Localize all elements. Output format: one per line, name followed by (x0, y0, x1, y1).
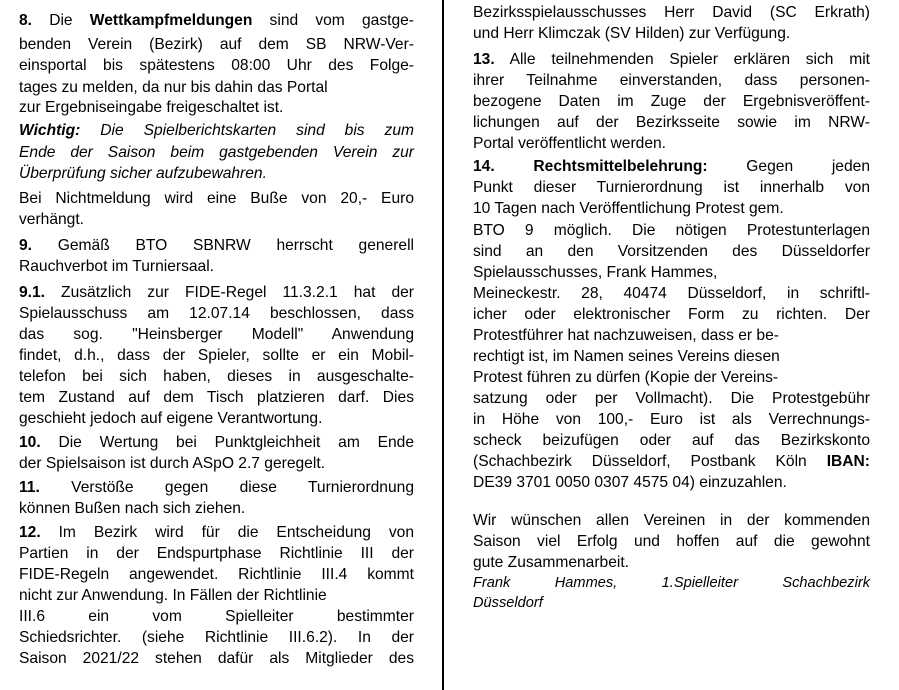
text-line (19, 164, 267, 184)
text-segment: Wir wünschen allen Vereinen in der kommenden (473, 512, 870, 529)
text-line (19, 283, 414, 303)
text-line (19, 433, 414, 453)
text-segment: 14. (473, 158, 495, 175)
text-line (19, 143, 414, 163)
text-line (19, 35, 414, 55)
text-line (19, 11, 414, 31)
text-line (19, 523, 414, 543)
text-line (19, 121, 414, 141)
text-segment: Protestführer hat nachzuweisen, dass er be- (473, 327, 779, 344)
text-line (19, 78, 328, 98)
text-segment: Saison viel Erfolg und hoffen auf die gewohnt (473, 533, 870, 550)
text-segment: das sog. "Heinsberger Modell" Anwendung (19, 326, 414, 343)
text-segment: zur Ergebniseingabe freigeschaltet ist. (19, 99, 284, 116)
text-segment: 13. (473, 51, 495, 68)
text-segment: einsportal bis spätestens 08:00 Uhr des Folge- (19, 57, 414, 74)
text-segment: Rechtsmittelbelehrung: (533, 158, 708, 175)
text-line (473, 24, 790, 44)
text-line (19, 56, 414, 76)
text-segment: Protest führen zu dürfen (Kopie der Vereins- (473, 369, 779, 386)
text-line (19, 325, 414, 345)
text-segment: IBAN: (826, 453, 870, 470)
text-line (473, 347, 780, 367)
text-segment: in Höhe von 100,- Euro ist als Verrechnungs- (473, 411, 870, 428)
text-segment: Spielausschuss am 12.07.14 beschlossen, dass (19, 305, 414, 322)
text-segment (495, 158, 534, 175)
text-line (473, 511, 870, 531)
text-segment: der Spielsaison ist durch ASpO 2.7 geregelt. (19, 455, 325, 472)
text-segment: 9. (19, 237, 33, 254)
text-segment: Verstöße gegen diese Turnierordnung (39, 479, 414, 496)
text-line (473, 326, 779, 346)
text-line (473, 452, 870, 472)
text-segment: 10 Tagen nach Veröffentlichung Protest gem. (473, 200, 784, 217)
text-segment: Wettkampfmeldungen (89, 12, 253, 29)
text-segment: lichungen auf der Bezirksseite sowie im NRW- (473, 114, 870, 131)
text-line (19, 544, 414, 564)
text-line (473, 199, 784, 219)
text-segment: Bezirksspielausschusses Herr David (SC Erkrath) (473, 4, 870, 21)
text-segment: III.6 ein vom Spielleiter bestimmter (19, 608, 414, 625)
text-line (19, 628, 414, 648)
text-segment: sind vom gastge- (252, 12, 414, 29)
text-segment: scheck beizufügen oder auf das Bezirkskonto (473, 432, 870, 449)
text-line (473, 594, 543, 614)
text-segment: DE39 3701 0050 0307 4575 04) einzuzahlen. (473, 474, 787, 491)
text-segment: Die Spielberichtskarten sind bis zum (80, 122, 414, 139)
text-segment: (Schachbezirk Düsseldorf, Postbank Köln (473, 453, 827, 470)
text-line (473, 157, 870, 177)
text-line (473, 473, 787, 493)
text-line (473, 553, 629, 573)
text-line (473, 71, 870, 91)
text-line (473, 92, 870, 112)
text-segment: BTO 9 möglich. Die nötigen Protestunterlagen (473, 222, 870, 239)
text-line (19, 189, 414, 209)
text-segment: geschieht jedoch auf eigene Verantwortung. (19, 410, 323, 427)
text-segment: Spielausschusses, Frank Hammes, (473, 264, 718, 281)
text-line (473, 134, 666, 154)
text-line (19, 210, 84, 230)
text-segment: Portal veröffentlicht werden. (473, 135, 667, 152)
text-line (19, 649, 414, 669)
text-segment: tages zu melden, da nur bis dahin das Portal (19, 79, 328, 96)
text-line (19, 236, 414, 256)
text-segment: Überprüfung sicher aufzubewahren. (19, 165, 267, 182)
text-line (19, 478, 414, 498)
text-segment: Im Bezirk wird für die Entscheidung von (40, 524, 414, 541)
text-segment: icher oder elektronischer Form zu richten. Der (473, 306, 870, 323)
text-segment: können Bußen nach sich ziehen. (19, 500, 246, 517)
text-segment: und Herr Klimczak (SV Hilden) zur Verfügung. (473, 25, 791, 42)
text-segment: Gegen jeden (707, 158, 870, 175)
text-segment: Rauchverbot im Turniersaal. (19, 258, 215, 275)
text-segment: Gemäß BTO SBNRW herrscht generell (32, 237, 414, 254)
text-segment: verhängt. (19, 211, 85, 228)
text-line (473, 532, 870, 552)
text-segment: telefon bei sich haben, dieses in ausgeschalte- (19, 368, 414, 385)
column-divider (442, 0, 444, 690)
text-line (473, 50, 870, 70)
text-segment: 10. (19, 434, 41, 451)
text-line (19, 586, 327, 606)
text-segment: 11. (19, 479, 40, 496)
text-segment: Saison 2021/22 stehen dafür als Mitglieder des (19, 650, 414, 667)
text-segment: findet, d.h., dass der Spieler, sollte er ein Mobil- (19, 347, 414, 364)
text-line (473, 242, 870, 262)
text-line (473, 284, 870, 304)
text-segment: Ende der Saison beim gastgebenden Verein zur (19, 144, 414, 161)
text-segment: ihrer Teilnahme einverstanden, dass personen- (473, 72, 870, 89)
text-segment: gute Zusammenarbeit. (473, 554, 630, 571)
text-segment: Alle teilnehmenden Spieler erklären sich mit (494, 51, 870, 68)
text-line (473, 221, 870, 241)
text-segment: Meineckestr. 28, 40474 Düsseldorf, in schriftl- (473, 285, 870, 302)
text-segment: 12. (19, 524, 41, 541)
text-segment: Schiedsrichter. (siehe Richtlinie III.6.2). In der (19, 629, 414, 646)
text-line (473, 263, 717, 283)
text-line (19, 367, 414, 387)
text-line (473, 3, 870, 23)
text-segment: 8. (19, 12, 33, 29)
text-segment: Punkt dieser Turnierordnung ist innerhalb von (473, 179, 870, 196)
text-segment: Zusätzlich zur FIDE-Regel 11.3.2.1 hat der (45, 284, 414, 301)
text-line (19, 409, 322, 429)
text-line (19, 454, 325, 474)
text-line (19, 388, 414, 408)
text-segment: FIDE-Regeln angewendet. Richtlinie III.4 kommt (19, 566, 414, 583)
text-segment: satzung oder per Vollmacht). Die Protestgebühr (473, 390, 870, 407)
text-segment: bezogene Daten im Zuge der Ergebnisveröffent- (473, 93, 870, 110)
text-line (473, 410, 870, 430)
text-segment: Bei Nichtmeldung wird eine Buße von 20,- Euro (19, 190, 414, 207)
text-line (19, 499, 245, 519)
text-line (473, 574, 870, 594)
text-line (473, 389, 870, 409)
text-segment: Wichtig: (19, 122, 81, 139)
text-line (19, 346, 414, 366)
text-segment: benden Verein (Bezirk) auf dem SB NRW-Ver- (19, 36, 414, 53)
text-segment: Die (32, 12, 90, 29)
text-line (19, 304, 414, 324)
text-line (19, 607, 414, 627)
text-line (473, 431, 870, 451)
text-line (473, 305, 870, 325)
text-segment: 9.1. (19, 284, 46, 301)
text-segment: nicht zur Anwendung. In Fällen der Richtlinie (19, 587, 327, 604)
text-line (473, 368, 778, 388)
text-line (473, 113, 870, 133)
text-line (19, 98, 283, 118)
text-segment: Düsseldorf (473, 595, 543, 611)
text-line (19, 565, 414, 585)
text-segment: Frank Hammes, 1.Spielleiter Schachbezirk (473, 575, 870, 591)
text-segment: Die Wertung bei Punktgleichheit am Ende (40, 434, 414, 451)
text-line (19, 257, 214, 277)
text-segment: rechtigt ist, im Namen seines Vereins diesen (473, 348, 780, 365)
text-line (473, 178, 870, 198)
text-segment: Partien in der Endspurtphase Richtlinie III der (19, 545, 414, 562)
text-segment: tem Zustand auf dem Tisch platzieren darf. Dies (19, 389, 414, 406)
text-segment: sind an den Vorsitzenden des Düsseldorfer (473, 243, 870, 260)
